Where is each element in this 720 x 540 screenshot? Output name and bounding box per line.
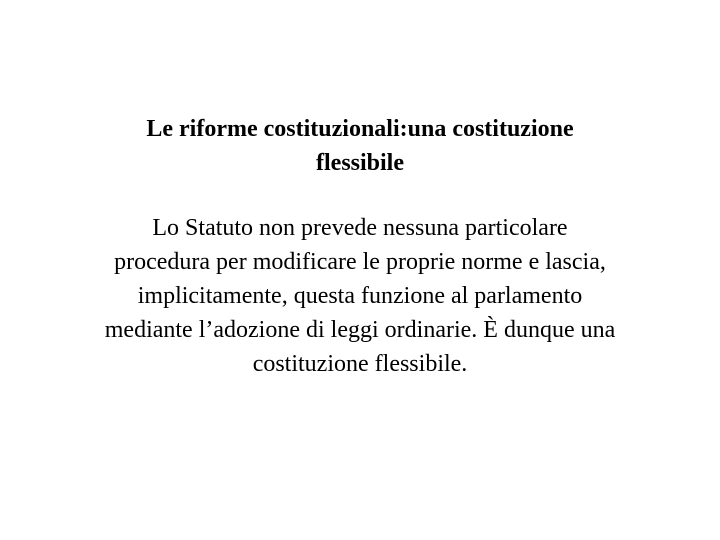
body-line-4: mediante l’adozione di leggi ordinarie. È dunque una	[104, 317, 616, 343]
slide-title-line-2: flessibile	[316, 150, 404, 176]
slide-title	[60, 112, 660, 180]
slide-body-text	[30, 211, 690, 381]
slide-title-line-1: Le riforme costituzionali:una costituzione	[146, 116, 574, 142]
body-line-1: Lo Statuto non prevede nessuna particolare	[152, 215, 568, 241]
body-line-2: procedura per modificare le proprie norme e lascia,	[114, 249, 606, 275]
body-line-3: implicitamente, questa funzione al parlamento	[137, 283, 583, 309]
body-line-5: costituzione flessibile.	[252, 351, 468, 377]
